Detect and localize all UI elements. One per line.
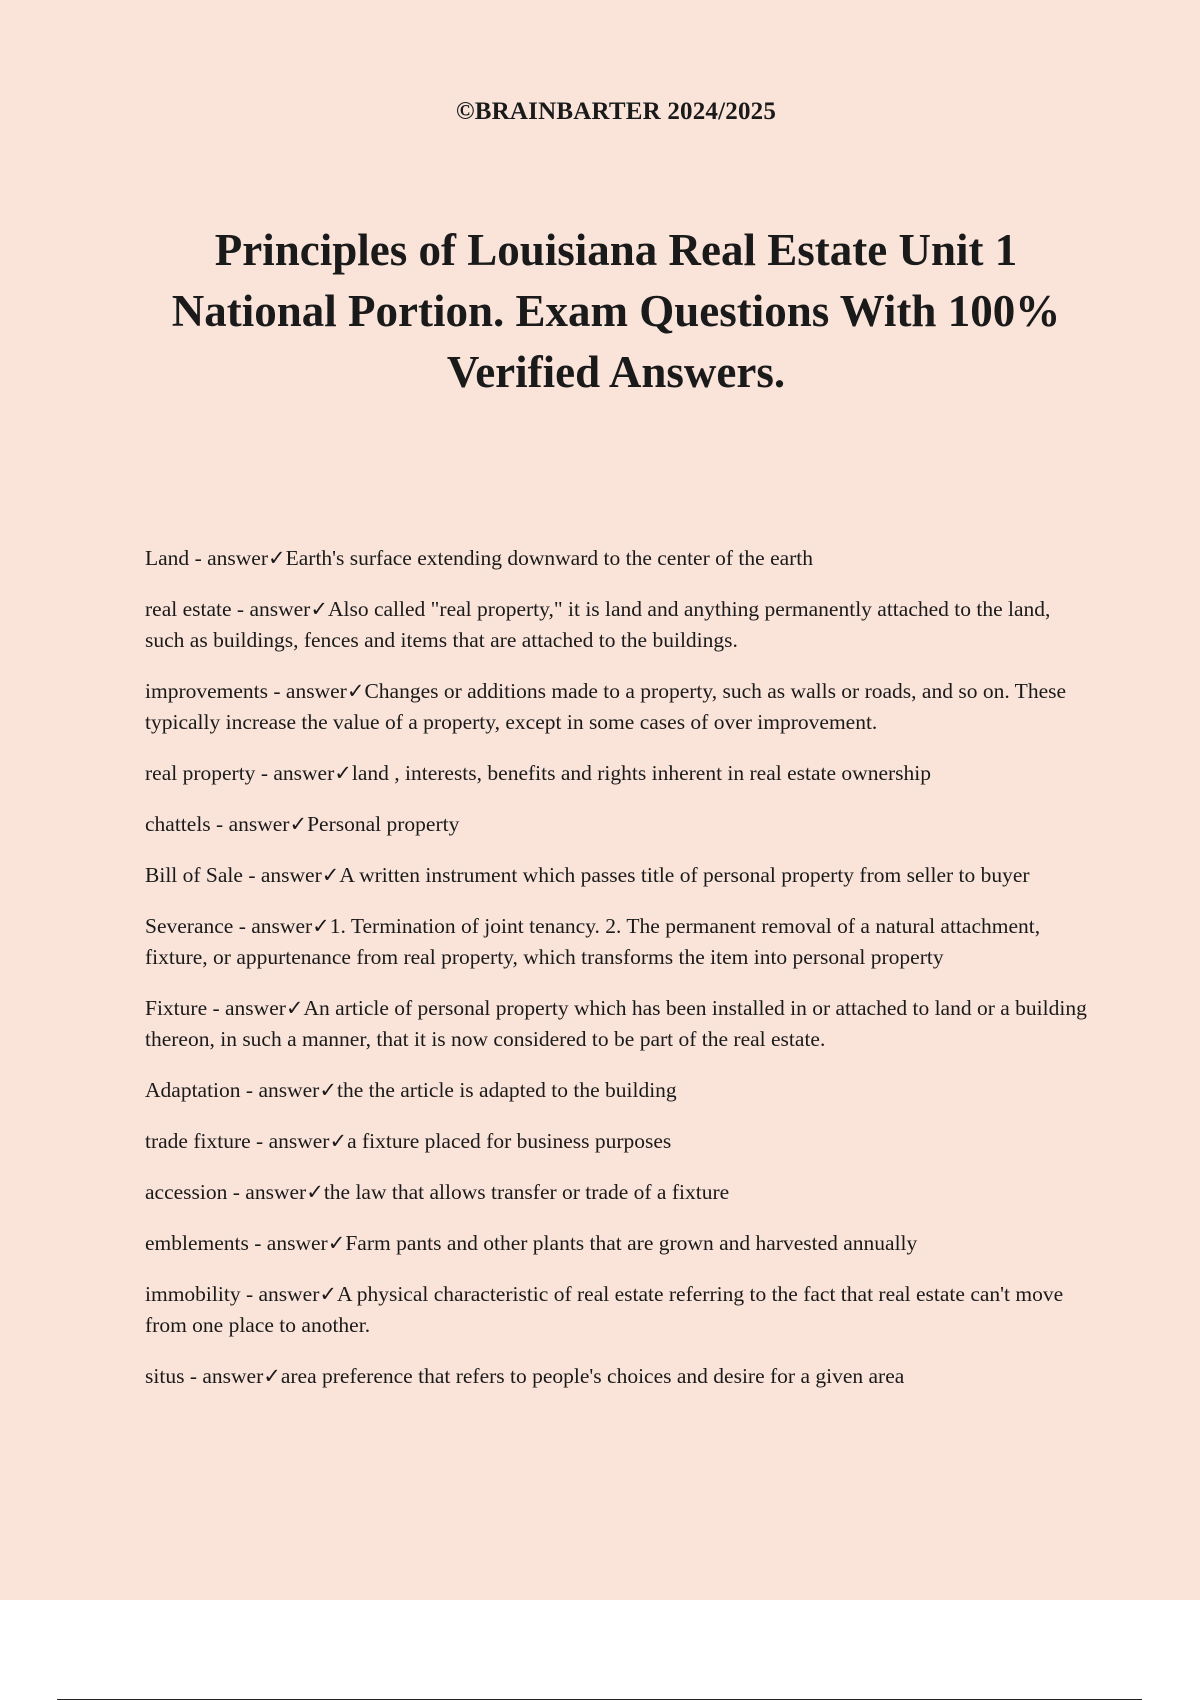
qa-term: immobility: [145, 1282, 241, 1306]
qa-separator: - answer: [255, 761, 335, 785]
qa-answer: land , interests, benefits and rights inherent in real estate ownership: [351, 761, 931, 785]
qa-separator: - answer: [184, 1364, 264, 1388]
qa-item: [145, 1177, 1090, 1208]
qa-item: [145, 1279, 1090, 1341]
qa-answer: area preference that refers to people's choices and desire for a given area: [280, 1364, 905, 1388]
qa-answer: a fixture placed for business purposes: [347, 1129, 672, 1153]
qa-separator: - answer: [233, 914, 313, 938]
check-icon: ✓: [263, 1364, 281, 1388]
check-icon: ✓: [327, 1231, 346, 1255]
qa-answer: 1. Termination of joint tenancy. 2. The permanent removal of a natural attachment, fixture, or appurtenance from real property, which transforms the item into personal property: [145, 914, 1041, 969]
qa-item: [145, 911, 1090, 973]
qa-item: [145, 1228, 1090, 1259]
qa-term: accession: [145, 1180, 228, 1204]
qa-separator: - answer: [242, 863, 322, 887]
qa-list: [145, 543, 1090, 1412]
qa-answer: Changes or additions made to a property, such as walls or roads, and so on. These typically increase the value of a property, except in some cases of over improvement.: [145, 679, 1067, 734]
qa-answer: Earth's surface extending downward to the center of the earth: [285, 546, 814, 570]
qa-separator: - answer: [248, 1231, 328, 1255]
qa-separator: - answer: [207, 996, 286, 1020]
qa-term: chattels: [145, 812, 211, 836]
qa-answer: the the article is adapted to the building: [336, 1078, 677, 1102]
qa-item: [145, 993, 1090, 1055]
qa-term: emblements: [145, 1231, 249, 1255]
qa-answer: the law that allows transfer or trade of a fixture: [323, 1180, 730, 1204]
qa-answer: Farm pants and other plants that are grown and harvested annually: [345, 1231, 918, 1255]
qa-item: [145, 860, 1090, 891]
check-icon: ✓: [319, 1282, 337, 1306]
qa-term: Adaptation: [145, 1078, 241, 1102]
check-icon: ✓: [289, 812, 308, 836]
qa-item: [145, 758, 1090, 789]
qa-separator: - answer: [250, 1129, 330, 1153]
qa-item: [145, 809, 1090, 840]
qa-term: improvements: [145, 679, 269, 703]
check-icon: ✓: [285, 996, 304, 1020]
qa-answer: Personal property: [307, 812, 460, 836]
document-title: Principles of Louisiana Real Estate Unit 1 National Portion. Exam Questions With 100% Verified Answers.: [171, 225, 1061, 397]
check-icon: ✓: [346, 679, 365, 703]
qa-item: [145, 543, 1090, 574]
qa-term: trade fixture: [145, 1129, 251, 1153]
check-icon: ✓: [306, 1180, 324, 1204]
qa-separator: - answer: [240, 1078, 320, 1102]
qa-answer: Also called "real property," it is land and anything permanently attached to the land, such as buildings, fences and items that are attached to the buildings.: [145, 597, 1051, 652]
qa-answer: A written instrument which passes title of personal property from seller to buyer: [339, 863, 1030, 887]
qa-term: Bill of Sale: [145, 863, 243, 887]
qa-term: situs: [145, 1364, 185, 1388]
qa-term: Fixture: [145, 996, 208, 1020]
qa-answer: An article of personal property which has been installed in or attached to land or a building thereon, in such a manner, that it is now considered to be part of the real estate.: [145, 996, 1087, 1051]
qa-separator: - answer: [227, 1180, 307, 1204]
qa-separator: - answer: [210, 812, 290, 836]
qa-term: Land: [145, 546, 190, 570]
qa-item: [145, 676, 1090, 738]
qa-item: [145, 1361, 1090, 1392]
check-icon: ✓: [329, 1129, 348, 1153]
check-icon: ✓: [334, 761, 352, 785]
qa-separator: - answer: [231, 597, 311, 621]
qa-answer: A physical characteristic of real estate referring to the fact that real estate can't move from one place to another.: [145, 1282, 1064, 1337]
check-icon: ✓: [268, 546, 286, 570]
qa-item: [145, 594, 1090, 656]
check-icon: ✓: [310, 597, 328, 621]
check-icon: ✓: [319, 1078, 337, 1102]
qa-term: real estate: [145, 597, 232, 621]
check-icon: ✓: [321, 863, 340, 887]
qa-term: real property: [145, 761, 256, 785]
qa-separator: - answer: [268, 679, 347, 703]
check-icon: ✓: [312, 914, 330, 938]
qa-item: [145, 1075, 1090, 1106]
copyright-header: ©BRAINBARTER 2024/2025: [455, 98, 777, 125]
qa-separator: - answer: [189, 546, 268, 570]
qa-item: [145, 1126, 1090, 1157]
qa-separator: - answer: [240, 1282, 320, 1306]
qa-term: Severance: [145, 914, 234, 938]
